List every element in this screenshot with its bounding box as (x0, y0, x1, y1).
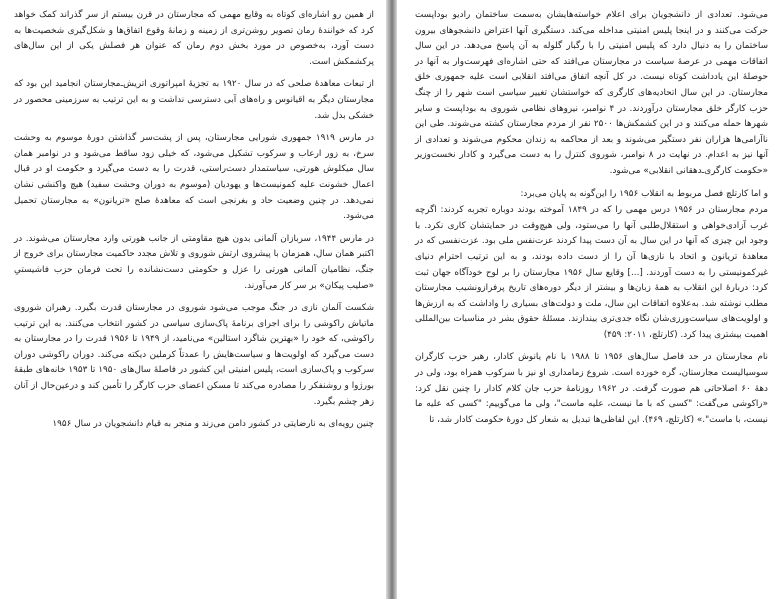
left-page (0, 0, 386, 599)
left-page-text (14, 8, 374, 433)
paragraph: و اما کارتلچ فصل مربوط به انقلاب ۱۹۵۶ را این‌گونه به پایان می‌برد: (520, 188, 768, 199)
book-gutter (386, 0, 397, 599)
block-quote: مردم مجارستان در ۱۹۵۶ درس مهمی را که در ۱۸۴۹ آموخته بودند دوباره تجربه کردند: اگرچه غرب آزادی‌خواهی و استقلال‌طلبی آنها را می‌ستود، ولی هیچ‌وقت در حمایتشان کاری نکرد. با وجود این چیزی که آنها در این سال به آن دست پیدا کردند عزت‌نفس ملی بود. عزت‌نفسی که در معاهدهٔ تریانون و اتحاد با نازی‌ها آن را از دست داده بودند، و به این ترتیب احترام دنیای غیرکمونیستی را به دست آوردند. [...] وقایع سال ۱۹۵۶ مجارستان را بر لوح خودآگاه جهان ثبت کرد: دربارهٔ این انقلاب به همهٔ زبان‌ها و بیشتر از دیگر دوره‌های تاریخ پرفرازونشیب مجارستان مطلب نوشته شد. به‌علاوه اتفاقات این سال، ملت و دولت‌های بسیاری را واداشت که به ارزش‌ها و اولویت‌های سیاست‌ورزی‌شان نگاه جدی‌تری بیندازند. مسئلهٔ حقوق بشر در مناسبات بین‌المللی اهمیت بیشتری پیدا کرد. (کارتلچ، ۲۰۱۱: ۴۵۹) (415, 205, 769, 340)
paragraph: از تبعات معاهدهٔ صلحی که در سال ۱۹۲۰ به تجزیهٔ امپراتوری اتریش‌ـ‌مجارستان انجامید این بود که مجارستان دیگر به اقیانوس و راه‌های آبی دسترسی نداشت و به این ترتیب به سرزمینی محصور در خشکی بدل شد. (14, 79, 374, 121)
paragraph: شکست آلمان نازی در جنگ موجب می‌شود شوروی در مجارستان قدرت بگیرد. رهبران شوروی ماتیاش راکوشی را برای اجرای برنامهٔ پاک‌سازی سیاسی در کشور انتخاب می‌کنند. به این ترتیب راکوشی، که خود را «بهترین شاگرد استالین» می‌نامید، از ۱۹۴۹ تا ۱۹۵۶ قدرت را در مجارستان به دست می‌گیرد که اولویت‌ها و سیاست‌هایش را عمدتاً کرملین دیکته می‌کند. دوران راکوشی دوران سرکوب و پاک‌سازی است، پلیس امنیتی این کشور در فاصلهٔ سال‌های ۱۹۵۰ تا ۱۹۵۳ خانه‌های طبقهٔ بورژوا و روشنفکر را مصادره می‌کند تا مسکن اعضای حزب کارگر را تأمین کند و درعین‌حال از آنان زهر چشم بگیرد. (14, 303, 375, 407)
paragraph: در مارس ۱۹۱۹ جمهوری شورایی مجارستان، پس از پشت‌سر گذاشتن دورهٔ موسوم به وحشت سرخ، به زور ارعاب و سرکوب تشکیل می‌شود، که خیلی زود ساقط می‌شود و در نوامبر همان سال میکلوش هورتی، سیاستمدار دست‌راستی، قدرت را به دست می‌گیرد و حکومت او در قبال اعمال خشونت علیه کمونیست‌ها و یهودیان (موسوم به دوران وحشت سفید) هیچ واکنشی نشان نمی‌دهد. در چنین وضعیت حاد و بغرنجی است که معاهدهٔ صلح «تریانون» به مجارستان تحمیل می‌شود. (14, 133, 374, 222)
right-page (397, 0, 784, 599)
right-page-text (415, 8, 768, 428)
paragraph: از همین رو اشاره‌ای کوتاه به وقایع مهمی که مجارستان در قرن بیستم از سر گذراند کمک خواهد کرد که خوانندهٔ رمان تصویر روشن‌تری از زمینه و زمانهٔ وقوع اتفاق‌ها و شکل‌گیری شخصیت‌ها به دست آورد، به‌خصوص در مورد بخش دوم رمان که عنوان هر فصلش یکی از این سال‌های پرکشمکش است. (14, 10, 374, 67)
paragraph: نام مجارستان در حد فاصل سال‌های ۱۹۵۶ تا ۱۹۸۸ با نام یانوش کادار، رهبر حزب کارگران سوسیالیست مجارستان، گره خورده است. شروع زمامداری او نیز با سرکوب همراه بود، ولی در دههٔ ۶۰ اصلاحاتی هم صورت گرفت. در ۱۹۶۲ روزنامهٔ حزب جان کلام کادار را چنین نقل کرد: «راکوشی می‌گفت: "کسی که با ما نیست، علیه ماست"، ولی ما می‌گوییم: "کسی که علیه ما نیست، با ماست".» (کارتلچ، ۴۶۹). این لفاظی‌ها تبدیل به شعار کل دورهٔ حکومت کادار شد، تا (415, 352, 769, 425)
paragraph: در مارس ۱۹۴۴، سربازان آلمانی بدون هیچ مقاومتی از جانب هورتی وارد مجارستان می‌شوند. در اکتبر همان سال، همزمان با پیشروی ارتش شوروی و تلاش مجدد حاکمیت مجارستان برای خروج از جنگ، نظامیان آلمانی هورتی را عزل و حکومتی دست‌نشانده را تحت فرمان حزب فاشیستیِ «صلیب پیکان» بر سر کار می‌آورند. (14, 233, 374, 291)
paragraph: می‌شود. تعدادی از دانشجویان برای اعلام خواسته‌هایشان به‌سمت ساختمان رادیو بوداپست حرکت می‌کنند و در اینجا پلیس امنیتی مداخله می‌کند. دستگیری آنها اعتراض دانشجوهای بیرون ساختمان را به دنبال دارد که پلیس امنیتی را با رگبار گلوله به آن پاسخ می‌دهد. در این سال اتفاقات مهمی در عرصهٔ سیاست در مجارستان می‌افتد که حتی اشاره‌ای فهرست‌وار به آنها در حوصلهٔ این یادداشت کوتاه نیست. در کل آنچه اتفاق می‌افتد انقلابی است علیه جمهوری خلق مجارستان. در این سال اتحادیه‌های کارگری که خواستشان تغییر سیاسی است شهر را از چنگ حزب کارگر خلق مجارستان درآوردند. در ۴ نوامبر، نیروهای نظامی شوروی به بوداپست و سایر شهرها حمله می‌کنند و در این کشمکش‌ها ۲۵۰۰ نفر از مردم مجارستان کشته می‌شوند. طی این ناآرامی‌ها هزاران نفر دستگیر می‌شوند و بعد از محاکمه به زندان محکوم می‌شوند و تعدادی از آنها نیز به اعدام. در نهایت در ۸ نوامبر، شوروی کنترل را به دست می‌گیرد و کادار نخست‌وزیر «حکومت کارگری‌ـ‌دهقانی انقلابی» می‌شود. (415, 10, 768, 176)
paragraph: چنین رویه‌ای به نارضایتی در کشور دامن می‌زند و منجر به قیام دانشجویان در سال ۱۹۵۶ (52, 419, 374, 430)
